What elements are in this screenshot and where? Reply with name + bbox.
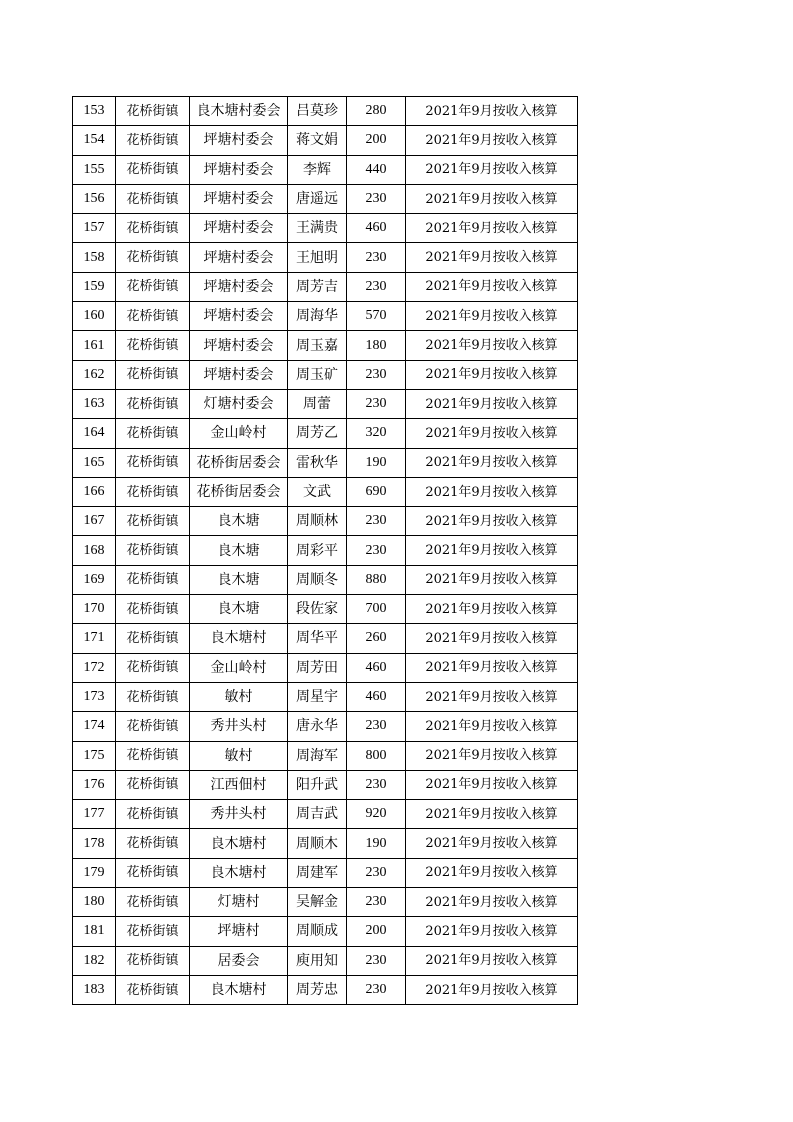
town-cell: 花桥街镇 <box>116 800 190 829</box>
name-cell: 王旭明 <box>288 243 347 272</box>
village-cell: 坪塘村委会 <box>190 302 288 331</box>
row-number-cell: 178 <box>73 829 116 858</box>
town-cell: 花桥街镇 <box>116 214 190 243</box>
name-cell: 段佐家 <box>288 595 347 624</box>
table-row <box>73 419 578 448</box>
table-row <box>73 800 578 829</box>
amount-cell: 200 <box>347 126 406 155</box>
town-cell: 花桥街镇 <box>116 917 190 946</box>
town-cell: 花桥街镇 <box>116 184 190 213</box>
village-cell: 良木塘 <box>190 536 288 565</box>
note-cell: 2021年9月按收入核算 <box>406 155 578 184</box>
amount-cell: 230 <box>347 858 406 887</box>
town-cell: 花桥街镇 <box>116 595 190 624</box>
row-number-cell: 177 <box>73 800 116 829</box>
note-cell: 2021年9月按收入核算 <box>406 624 578 653</box>
row-number-cell: 160 <box>73 302 116 331</box>
amount-cell: 190 <box>347 829 406 858</box>
village-cell: 花桥街居委会 <box>190 448 288 477</box>
row-number-cell: 162 <box>73 360 116 389</box>
name-cell: 唐遥远 <box>288 184 347 213</box>
town-cell: 花桥街镇 <box>116 507 190 536</box>
name-cell: 周华平 <box>288 624 347 653</box>
amount-cell: 320 <box>347 419 406 448</box>
table-row <box>73 214 578 243</box>
note-cell: 2021年9月按收入核算 <box>406 682 578 711</box>
village-cell: 江西佃村 <box>190 770 288 799</box>
village-cell: 坪塘村委会 <box>190 126 288 155</box>
note-cell: 2021年9月按收入核算 <box>406 888 578 917</box>
amount-cell: 230 <box>347 184 406 213</box>
table-row <box>73 302 578 331</box>
name-cell: 周海军 <box>288 741 347 770</box>
town-cell: 花桥街镇 <box>116 155 190 184</box>
row-number-cell: 163 <box>73 389 116 418</box>
amount-cell: 230 <box>347 975 406 1004</box>
name-cell: 周顺成 <box>288 917 347 946</box>
village-cell: 坪塘村 <box>190 917 288 946</box>
name-cell: 周建军 <box>288 858 347 887</box>
name-cell: 雷秋华 <box>288 448 347 477</box>
village-cell: 金山岭村 <box>190 653 288 682</box>
name-cell: 周芳忠 <box>288 975 347 1004</box>
note-cell: 2021年9月按收入核算 <box>406 536 578 565</box>
row-number-cell: 181 <box>73 917 116 946</box>
row-number-cell: 183 <box>73 975 116 1004</box>
village-cell: 秀井头村 <box>190 712 288 741</box>
row-number-cell: 171 <box>73 624 116 653</box>
table-row <box>73 770 578 799</box>
table-row <box>73 682 578 711</box>
table-row <box>73 155 578 184</box>
note-cell: 2021年9月按收入核算 <box>406 126 578 155</box>
note-cell: 2021年9月按收入核算 <box>406 272 578 301</box>
village-cell: 良木塘 <box>190 507 288 536</box>
village-cell: 坪塘村委会 <box>190 214 288 243</box>
village-cell: 坪塘村委会 <box>190 243 288 272</box>
note-cell: 2021年9月按收入核算 <box>406 360 578 389</box>
table-row <box>73 595 578 624</box>
village-cell: 坪塘村委会 <box>190 331 288 360</box>
town-cell: 花桥街镇 <box>116 448 190 477</box>
town-cell: 花桥街镇 <box>116 419 190 448</box>
town-cell: 花桥街镇 <box>116 829 190 858</box>
town-cell: 花桥街镇 <box>116 770 190 799</box>
table-row <box>73 712 578 741</box>
amount-cell: 230 <box>347 272 406 301</box>
note-cell: 2021年9月按收入核算 <box>406 741 578 770</box>
village-cell: 敏村 <box>190 682 288 711</box>
village-cell: 良木塘 <box>190 565 288 594</box>
town-cell: 花桥街镇 <box>116 272 190 301</box>
row-number-cell: 172 <box>73 653 116 682</box>
village-cell: 坪塘村委会 <box>190 360 288 389</box>
name-cell: 王满贵 <box>288 214 347 243</box>
amount-cell: 230 <box>347 507 406 536</box>
note-cell: 2021年9月按收入核算 <box>406 389 578 418</box>
town-cell: 花桥街镇 <box>116 712 190 741</box>
name-cell: 周吉武 <box>288 800 347 829</box>
name-cell: 周玉矿 <box>288 360 347 389</box>
name-cell: 周芳乙 <box>288 419 347 448</box>
amount-cell: 920 <box>347 800 406 829</box>
amount-cell: 230 <box>347 360 406 389</box>
village-cell: 坪塘村委会 <box>190 272 288 301</box>
village-cell: 良木塘村 <box>190 624 288 653</box>
town-cell: 花桥街镇 <box>116 243 190 272</box>
name-cell: 周芳田 <box>288 653 347 682</box>
amount-cell: 230 <box>347 389 406 418</box>
row-number-cell: 180 <box>73 888 116 917</box>
row-number-cell: 161 <box>73 331 116 360</box>
table-row <box>73 507 578 536</box>
name-cell: 庾用知 <box>288 946 347 975</box>
amount-cell: 190 <box>347 448 406 477</box>
amount-cell: 880 <box>347 565 406 594</box>
name-cell: 李辉 <box>288 155 347 184</box>
name-cell: 吕莫珍 <box>288 97 347 126</box>
table-row <box>73 536 578 565</box>
table-body <box>73 97 578 1005</box>
town-cell: 花桥街镇 <box>116 97 190 126</box>
row-number-cell: 174 <box>73 712 116 741</box>
name-cell: 周海华 <box>288 302 347 331</box>
village-cell: 金山岭村 <box>190 419 288 448</box>
table-row <box>73 272 578 301</box>
village-cell: 灯塘村 <box>190 888 288 917</box>
table-row <box>73 653 578 682</box>
amount-cell: 700 <box>347 595 406 624</box>
note-cell: 2021年9月按收入核算 <box>406 565 578 594</box>
note-cell: 2021年9月按收入核算 <box>406 448 578 477</box>
town-cell: 花桥街镇 <box>116 888 190 917</box>
note-cell: 2021年9月按收入核算 <box>406 829 578 858</box>
note-cell: 2021年9月按收入核算 <box>406 243 578 272</box>
village-cell: 花桥街居委会 <box>190 477 288 506</box>
amount-cell: 800 <box>347 741 406 770</box>
note-cell: 2021年9月按收入核算 <box>406 858 578 887</box>
village-cell: 灯塘村委会 <box>190 389 288 418</box>
row-number-cell: 170 <box>73 595 116 624</box>
town-cell: 花桥街镇 <box>116 741 190 770</box>
row-number-cell: 154 <box>73 126 116 155</box>
town-cell: 花桥街镇 <box>116 653 190 682</box>
amount-cell: 690 <box>347 477 406 506</box>
name-cell: 周芳吉 <box>288 272 347 301</box>
note-cell: 2021年9月按收入核算 <box>406 331 578 360</box>
row-number-cell: 155 <box>73 155 116 184</box>
table-row <box>73 858 578 887</box>
village-cell: 良木塘村 <box>190 975 288 1004</box>
village-cell: 敏村 <box>190 741 288 770</box>
name-cell: 周彩平 <box>288 536 347 565</box>
row-number-cell: 168 <box>73 536 116 565</box>
row-number-cell: 157 <box>73 214 116 243</box>
row-number-cell: 179 <box>73 858 116 887</box>
note-cell: 2021年9月按收入核算 <box>406 507 578 536</box>
amount-cell: 260 <box>347 624 406 653</box>
name-cell: 周蕾 <box>288 389 347 418</box>
note-cell: 2021年9月按收入核算 <box>406 712 578 741</box>
table-row <box>73 741 578 770</box>
amount-cell: 440 <box>347 155 406 184</box>
row-number-cell: 165 <box>73 448 116 477</box>
amount-cell: 200 <box>347 917 406 946</box>
village-cell: 坪塘村委会 <box>190 184 288 213</box>
town-cell: 花桥街镇 <box>116 975 190 1004</box>
note-cell: 2021年9月按收入核算 <box>406 800 578 829</box>
note-cell: 2021年9月按收入核算 <box>406 477 578 506</box>
amount-cell: 230 <box>347 888 406 917</box>
amount-cell: 230 <box>347 946 406 975</box>
row-number-cell: 164 <box>73 419 116 448</box>
table-row <box>73 624 578 653</box>
amount-cell: 180 <box>347 331 406 360</box>
amount-cell: 460 <box>347 214 406 243</box>
table-row <box>73 184 578 213</box>
amount-cell: 230 <box>347 712 406 741</box>
town-cell: 花桥街镇 <box>116 624 190 653</box>
town-cell: 花桥街镇 <box>116 331 190 360</box>
town-cell: 花桥街镇 <box>116 389 190 418</box>
village-cell: 良木塘村委会 <box>190 97 288 126</box>
amount-cell: 230 <box>347 536 406 565</box>
table-row <box>73 917 578 946</box>
row-number-cell: 169 <box>73 565 116 594</box>
data-table <box>72 96 578 1005</box>
table-row <box>73 126 578 155</box>
note-cell: 2021年9月按收入核算 <box>406 653 578 682</box>
table-row <box>73 243 578 272</box>
village-cell: 居委会 <box>190 946 288 975</box>
table-row <box>73 97 578 126</box>
table-row <box>73 565 578 594</box>
amount-cell: 570 <box>347 302 406 331</box>
town-cell: 花桥街镇 <box>116 946 190 975</box>
village-cell: 秀井头村 <box>190 800 288 829</box>
village-cell: 良木塘村 <box>190 858 288 887</box>
name-cell: 周星宇 <box>288 682 347 711</box>
note-cell: 2021年9月按收入核算 <box>406 595 578 624</box>
amount-cell: 230 <box>347 770 406 799</box>
row-number-cell: 166 <box>73 477 116 506</box>
note-cell: 2021年9月按收入核算 <box>406 184 578 213</box>
name-cell: 文武 <box>288 477 347 506</box>
table-row <box>73 331 578 360</box>
name-cell: 周顺木 <box>288 829 347 858</box>
amount-cell: 230 <box>347 243 406 272</box>
table-row <box>73 888 578 917</box>
row-number-cell: 153 <box>73 97 116 126</box>
town-cell: 花桥街镇 <box>116 302 190 331</box>
town-cell: 花桥街镇 <box>116 477 190 506</box>
town-cell: 花桥街镇 <box>116 565 190 594</box>
row-number-cell: 173 <box>73 682 116 711</box>
name-cell: 唐永华 <box>288 712 347 741</box>
table-row <box>73 975 578 1004</box>
note-cell: 2021年9月按收入核算 <box>406 770 578 799</box>
name-cell: 周顺林 <box>288 507 347 536</box>
name-cell: 吴解金 <box>288 888 347 917</box>
town-cell: 花桥街镇 <box>116 126 190 155</box>
row-number-cell: 176 <box>73 770 116 799</box>
note-cell: 2021年9月按收入核算 <box>406 97 578 126</box>
row-number-cell: 182 <box>73 946 116 975</box>
name-cell: 蒋文娟 <box>288 126 347 155</box>
town-cell: 花桥街镇 <box>116 682 190 711</box>
note-cell: 2021年9月按收入核算 <box>406 917 578 946</box>
name-cell: 阳升武 <box>288 770 347 799</box>
table-row <box>73 829 578 858</box>
town-cell: 花桥街镇 <box>116 858 190 887</box>
row-number-cell: 159 <box>73 272 116 301</box>
village-cell: 坪塘村委会 <box>190 155 288 184</box>
row-number-cell: 156 <box>73 184 116 213</box>
table-row <box>73 477 578 506</box>
name-cell: 周玉嘉 <box>288 331 347 360</box>
table-row <box>73 389 578 418</box>
table-row <box>73 360 578 389</box>
note-cell: 2021年9月按收入核算 <box>406 946 578 975</box>
note-cell: 2021年9月按收入核算 <box>406 302 578 331</box>
note-cell: 2021年9月按收入核算 <box>406 214 578 243</box>
village-cell: 良木塘 <box>190 595 288 624</box>
note-cell: 2021年9月按收入核算 <box>406 975 578 1004</box>
row-number-cell: 158 <box>73 243 116 272</box>
row-number-cell: 167 <box>73 507 116 536</box>
town-cell: 花桥街镇 <box>116 536 190 565</box>
name-cell: 周顺冬 <box>288 565 347 594</box>
amount-cell: 460 <box>347 682 406 711</box>
amount-cell: 280 <box>347 97 406 126</box>
village-cell: 良木塘村 <box>190 829 288 858</box>
note-cell: 2021年9月按收入核算 <box>406 419 578 448</box>
town-cell: 花桥街镇 <box>116 360 190 389</box>
table-row <box>73 448 578 477</box>
row-number-cell: 175 <box>73 741 116 770</box>
table-row <box>73 946 578 975</box>
amount-cell: 460 <box>347 653 406 682</box>
